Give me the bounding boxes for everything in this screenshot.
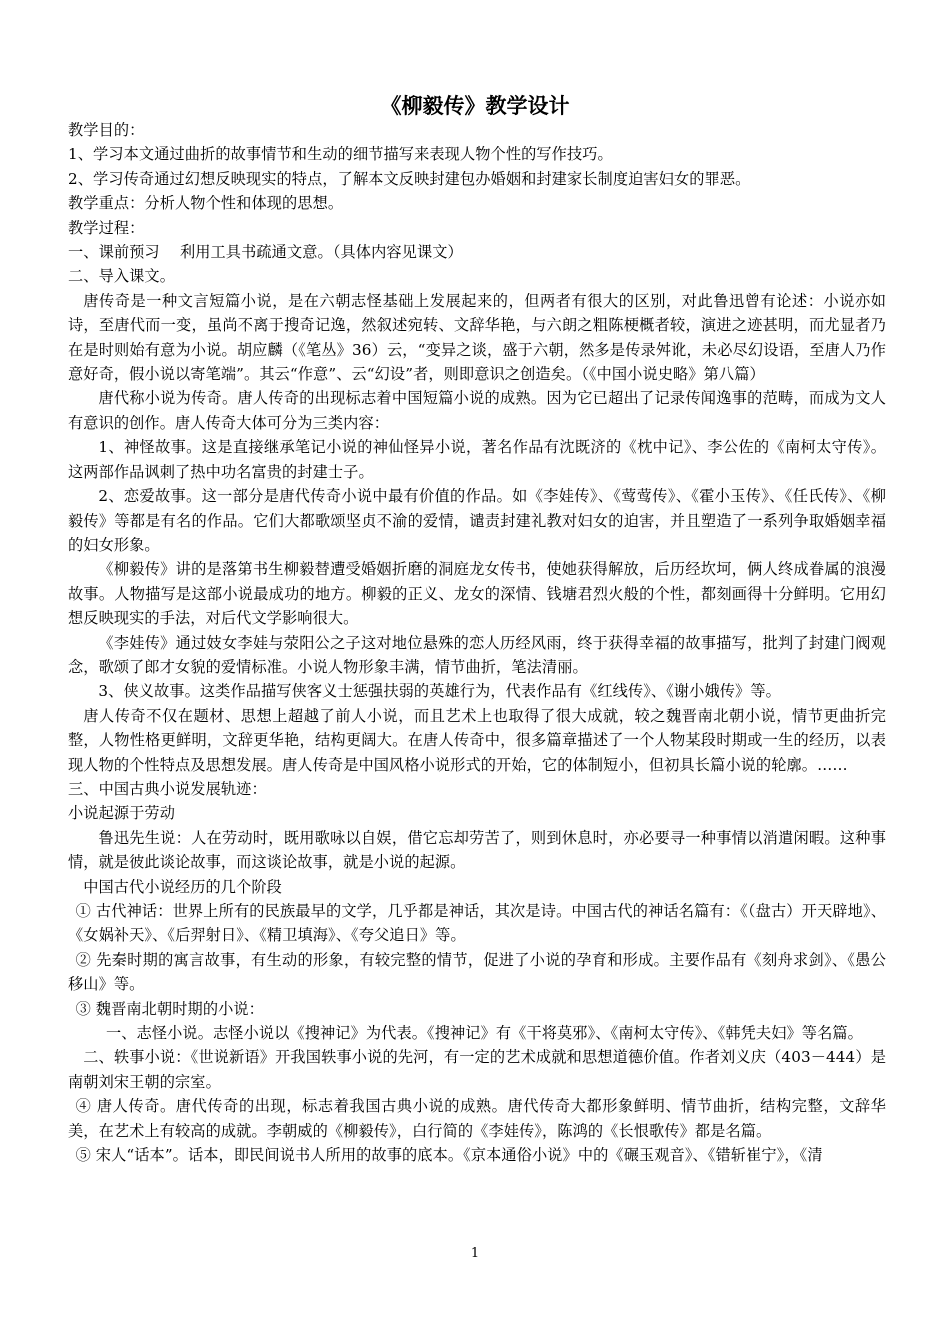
paragraph-tang-novels: 唐代称小说为传奇。唐人传奇的出现标志着中国短篇小说的成熟。因为它已超出了记录传闻逸事的范畴，而成为文人有意识的创作。唐人传奇大体可分为三类内容： bbox=[68, 389, 886, 432]
paragraph-step-3: 三、中国古典小说发展轨迹： bbox=[68, 779, 267, 798]
paragraph-objective-1: 1、学习本文通过曲折的故事情节和生动的细节描写来表现人物个性的写作技巧。 bbox=[68, 145, 613, 164]
document-title: 《柳毅传》教学设计 bbox=[380, 93, 570, 118]
paragraph-process-heading: 教学过程： bbox=[68, 218, 145, 237]
paragraph-objective-2: 2、学习传奇通过幻想反映现实的特点，了解本文反映封建包办婚姻和封建家长制度迫害妇女的罪恶。 bbox=[68, 169, 751, 188]
paragraph-step-2: 二、导入课文。 bbox=[68, 267, 176, 286]
page-number: 1 bbox=[470, 1246, 480, 1261]
paragraph-luxun-quote: 鲁迅先生说：人在劳动时，既用歌咏以自娱，借它忘却劳苦了，则到休息时，亦必要寻一种事情以消遣闲暇。这种事情，就是彼此谈论故事，而这谈论故事，就是小说的起源。 bbox=[68, 828, 886, 872]
paragraph-category-2: 2、恋爱故事。这一部分是唐代传奇小说中最有价值的作品。如《李娃传》、《莺莺传》、《霍小玉传》、《任氏传》、《柳毅传》等都是有名的作品。它们大都歌颂坚贞不渝的爱情，谴责封建礼教对妇女的迫害，并且塑造了一系列争取婚姻幸福的妇女形象。 bbox=[68, 487, 886, 554]
document-body bbox=[68, 118, 886, 1167]
paragraph-stage-3: ③ 魏晋南北朝时期的小说： bbox=[75, 999, 264, 1018]
paragraph-stage-4: ④ 唐人传奇。唐代传奇的出现，标志着我国古典小说的成熟。唐代传奇大都形象鲜明、情节曲折，结构完整，文辞华美，在艺术上有较高的成就。李朝威的《柳毅传》，白行简的《李娃传》，陈鸿的《长恨歌传》都是名篇。 bbox=[68, 1097, 886, 1140]
paragraph-stages-heading: 中国古代小说经历的几个阶段 bbox=[83, 877, 282, 896]
paragraph-category-3: 3、侠义故事。这类作品描写侠客义士惩强扶弱的英雄行为，代表作品有《红线传》、《谢小娥传》等。 bbox=[98, 682, 781, 701]
paragraph-objectives-heading: 教学目的： bbox=[68, 121, 145, 139]
paragraph-stage-2: ② 先秦时期的寓言故事，有生动的形象，有较完整的情节，促进了小说的孕育和形成。主要作品有《刻舟求剑》、《愚公移山》等。 bbox=[68, 950, 886, 994]
paragraph-focus: 教学重点：分析人物个性和体现的思想。 bbox=[68, 194, 344, 213]
paragraph-liuyi-zhuan: 《柳毅传》讲的是落第书生柳毅替遭受婚姻折磨的洞庭龙女传书，使她获得解放，后历经坎坷，俩人终成眷属的浪漫故事。人物描写是这部小说最成功的地方。柳毅的正义、龙女的深情、钱塘君烈火般的个性，都刻画得十分鲜明。它用幻想反映现实的手法，对后代文学影响很大。 bbox=[68, 560, 886, 628]
paragraph-tang-achievement: 唐人传奇不仅在题材、思想上超越了前人小说，而且艺术上也取得了很大成就，较之魏晋南北朝小说，情节更曲折完整，人物性格更鲜明，文辞更华艳，结构更阔大。在唐人传奇中，很多篇章描述了一个人物某段时期或一生的经历，以表现人物的个性特点及思想发展。唐人传奇是中国风格小说形式的开始，它的体制短小，但初具长篇小说的轮廓。…… bbox=[68, 706, 886, 774]
paragraph-stage-1: ① 古代神话：世界上所有的民族最早的文学，几乎都是神话，其次是诗。中国古代的神话名篇有：《（盘古）开天辟地》、《女娲补天》、《后羿射日》、《精卫填海》、《夸父追日》等。 bbox=[68, 902, 886, 945]
paragraph-intro-tang-chuanqi: 唐传奇是一种文言短篇小说，是在六朝志怪基础上发展起来的，但两者有很大的区别，对此鲁迅曾有论述：小说亦如诗，至唐代而一变，虽尚不离于搜奇记逸，然叙述宛转、文辞华艳，与六朗之粗陈梗概者较，演进之迹甚明，而尤显者乃在是时则始有意为小说。胡应麟（《笔丛》36）云，“变异之谈，盛于六朝，然多是传录舛讹，未必尽幻设语，至唐人乃作意好奇，假小说以寄笔端”。其云“作意”、云“幻设”者，则即意识之创造矣。（《中国小说史略》第八篇） bbox=[68, 291, 886, 384]
paragraph-category-1: 1、神怪故事。这是直接继承笔记小说的神仙怪异小说，著名作品有沈既济的《枕中记》、李公佐的《南柯太守传》。这两部作品讽刺了热中功名富贵的封建士子。 bbox=[68, 438, 886, 481]
paragraph-origin-heading: 小说起源于劳动 bbox=[68, 804, 176, 823]
paragraph-liwa-zhuan: 《李娃传》通过妓女李娃与荥阳公之子这对地位悬殊的恋人历经风雨，终于获得幸福的故事描写，批判了封建门阀观念，歌颂了郎才女貌的爱情标准。小说人物形象丰满，情节曲折，笔法清丽。 bbox=[68, 633, 886, 676]
paragraph-stage-5: ⑤ 宋人“话本”。话本，即民间说书人所用的故事的底本。《京本通俗小说》中的《碾玉观音》、《错斩崔宁》，《清 bbox=[75, 1146, 823, 1165]
paragraph-zhiguai: 一、志怪小说。志怪小说以《搜神记》为代表。《搜神记》有《干将莫邪》、《南柯太守传》、《韩凭夫妇》等名篇。 bbox=[106, 1024, 863, 1043]
paragraph-step-1: 一、课前预习 利用工具书疏通文意。（具体内容见课文） bbox=[68, 243, 463, 262]
paragraph-yishi: 二、轶事小说：《世说新语》开我国轶事小说的先河，有一定的艺术成就和思想道德价值。作者刘义庆（403－444）是南朝刘宋王朝的宗室。 bbox=[68, 1048, 886, 1091]
